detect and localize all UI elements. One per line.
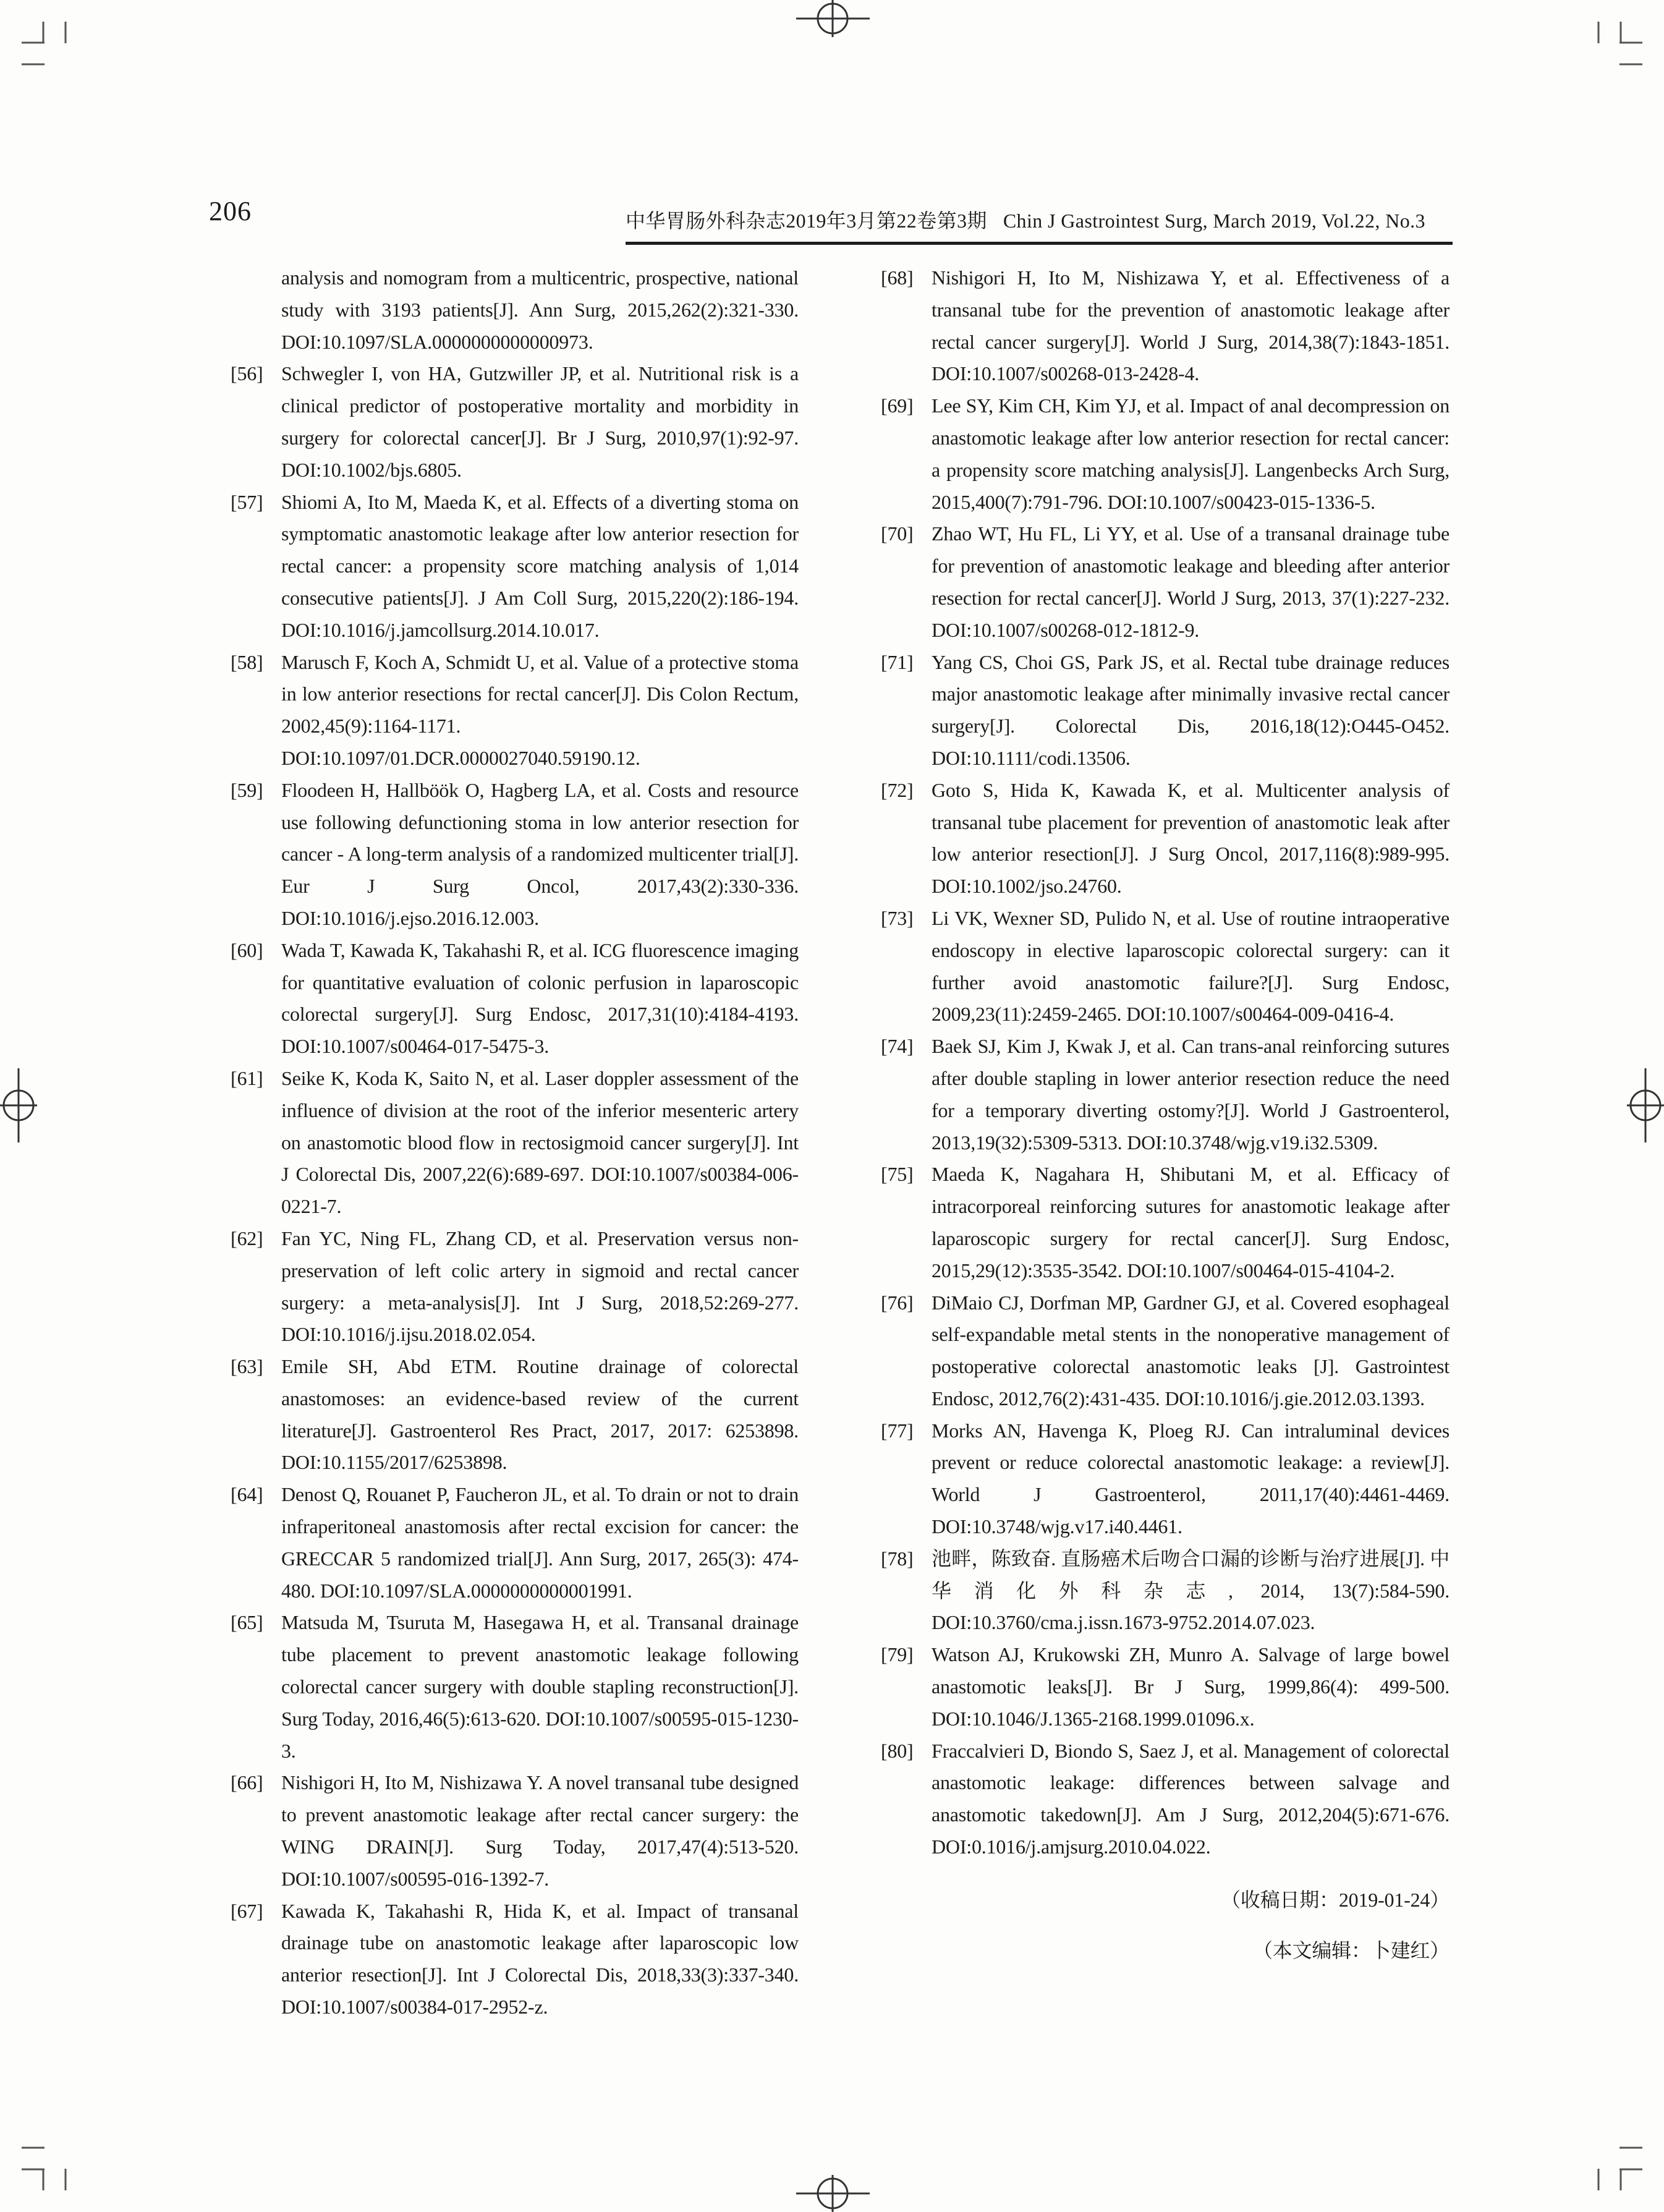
reference-item xyxy=(231,935,799,1063)
reference-item xyxy=(881,1415,1450,1543)
reference-number: [68] xyxy=(881,266,914,289)
reference-text: Denost Q, Rouanet P, Faucheron JL, et al. To drain or not to drain infraperitoneal anastomosis after rectal excision for cancer: the GRECCAR 5 randomized trial[J]. Ann Surg, 2017, 265(3): 474-480. DOI:10.1097/SLA.0000000000001991. xyxy=(281,1483,799,1602)
reference-text: Seike K, Koda K, Saito N, et al. Laser doppler assessment of the influence of division at the root of the inferior mesenteric artery on anastomotic blood flow in rectosigmoid cancer surgery[J]. Int J Colorectal Dis, 2007,22(6):689-697. DOI:10.1007/s00384-006-0221-7. xyxy=(281,1066,799,1218)
reference-number: [72] xyxy=(881,778,914,801)
reference-number: [59] xyxy=(231,778,263,801)
reference-item xyxy=(881,903,1450,1031)
reference-text: Morks AN, Havenga K, Ploeg RJ. Can intraluminal devices prevent or reduce colorectal anastomotic leakage: a review[J]. World J Gastroenterol, 2011,17(40):4461-4469. DOI:10.3748/wjg.v17.i40.4461. xyxy=(932,1419,1450,1538)
crop-mark-bottom-left xyxy=(22,2148,66,2190)
reference-item xyxy=(881,1031,1450,1159)
reference-number: [76] xyxy=(881,1291,914,1314)
reference-number: [74] xyxy=(881,1035,914,1058)
reference-number: [71] xyxy=(881,650,914,673)
reference-number: [64] xyxy=(231,1483,263,1506)
reference-number: [75] xyxy=(881,1163,914,1186)
reference-item xyxy=(881,390,1450,518)
reference-item xyxy=(231,1479,799,1607)
reference-item xyxy=(881,262,1450,390)
registration-mark-top-center xyxy=(796,0,870,37)
reference-item xyxy=(231,1063,799,1223)
crop-mark-top-right xyxy=(1598,22,1642,64)
reference-text: Maeda K, Nagahara H, Shibutani M, et al. Efficacy of intracorporeal reinforcing sutures for anastomotic leakage after laparoscopic surgery for rectal cancer[J]. Surg Endosc, 2015,29(12):3535-3542. DOI:10.1007/s00464-015-4104-2. xyxy=(932,1163,1450,1282)
reference-text: Floodeen H, Hallböök O, Hagberg LA, et al. Costs and resource use following defunctioning stoma in low anterior resection for cancer - A long-term analysis of a randomized multicenter trial[J]. Eur J Surg Oncol, 2017,43(2):330-336. DOI:10.1016/j.ejso.2016.12.003. xyxy=(281,778,799,929)
reference-number: [61] xyxy=(231,1066,263,1089)
reference-text: Nishigori H, Ito M, Nishizawa Y. A novel transanal tube designed to prevent anastomotic leakage after rectal cancer surgery: the WING DRAIN[J]. Surg Today, 2017,47(4):513-520. DOI:10.1007/s00595-016-1392-7. xyxy=(281,1771,799,1890)
reference-number: [57] xyxy=(231,490,263,513)
reference-item xyxy=(881,1735,1450,1863)
reference-number: [73] xyxy=(881,906,914,929)
reference-number: [70] xyxy=(881,522,914,545)
reference-item xyxy=(231,775,799,935)
page-number: 206 xyxy=(209,196,252,226)
reference-item xyxy=(881,1287,1450,1415)
editor-line: （本文编辑：卜建红） xyxy=(1252,1939,1450,1962)
reference-item xyxy=(231,1351,799,1479)
reference-item xyxy=(231,358,799,486)
reference-number: [58] xyxy=(231,650,263,673)
reference-item xyxy=(881,775,1450,903)
reference-text: Marusch F, Koch A, Schmidt U, et al. Value of a protective stoma in low anterior resections for rectal cancer[J]. Dis Colon Rectum, 2002,45(9):1164-1171. DOI:10.1097/01.DCR.0000027040.59190.12. xyxy=(281,650,799,769)
reference-item xyxy=(881,1639,1450,1735)
reference-number: [56] xyxy=(231,362,263,385)
reference-text: DiMaio CJ, Dorfman MP, Gardner GJ, et al. Covered esophageal self-expandable metal stents in the nonoperative management of postoperative colorectal anastomotic leaks [J]. Gastrointest Endosc, 2012,76(2):431-435. DOI:10.1016/j.gie.2012.03.1393. xyxy=(932,1291,1450,1410)
references-column-right xyxy=(881,262,1450,1976)
reference-text: Baek SJ, Kim J, Kwak J, et al. Can trans-anal reinforcing sutures after double stapling in lower anterior resection reduce the need for a temporary diverting ostomy?[J]. World J Gastroenterol, 2013,19(32):5309-5313. DOI:10.3748/wjg.v19.i32.5309. xyxy=(932,1035,1450,1154)
reference-text: Watson AJ, Krukowski ZH, Munro A. Salvage of large bowel anastomotic leaks[J]. Br J Surg, 1999,86(4): 499-500. DOI:10.1046/J.1365-2168.1999.01096.x. xyxy=(932,1643,1450,1730)
reference-text: Kawada K, Takahashi R, Hida K, et al. Impact of transanal drainage tube on anastomotic leakage after laparoscopic low anterior resection[J]. Int J Colorectal Dis, 2018,33(3):337-340. DOI:10.1007/s00384-017-2952-z. xyxy=(281,1899,799,2018)
reference-number: [66] xyxy=(231,1771,263,1794)
reference-text: Shiomi A, Ito M, Maeda K, et al. Effects of a diverting stoma on symptomatic anastomotic leakage after low anterior resection for rectal cancer: a propensity score matching analysis of 1,014 consecutive patients[J]. J Am Coll Surg, 2015,220(2):186-194. DOI:10.1016/j.jamcollsurg.2014.10.017. xyxy=(281,490,799,641)
registration-mark-left-middle xyxy=(0,1068,37,1142)
reference-text: Nishigori H, Ito M, Nishizawa Y, et al. Effectiveness of a transanal tube for the prevention of anastomotic leakage after rectal cancer surgery[J]. World J Surg, 2014,38(7):1843-1851. DOI:10.1007/s00268-013-2428-4. xyxy=(932,266,1450,385)
reference-item xyxy=(881,1543,1450,1639)
crop-mark-top-left xyxy=(22,22,66,64)
reference-number: [80] xyxy=(881,1739,914,1762)
reference-text: analysis and nomogram from a multicentric, prospective, national study with 3193 patients[J]. Ann Surg, 2015,262(2):321-330. DOI:10.1097/SLA.0000000000000973. xyxy=(281,266,799,353)
reference-item xyxy=(231,1607,799,1767)
journal-title-zh: 中华胃肠外科杂志2019年3月第22卷第3期 xyxy=(626,210,987,232)
reference-number: [67] xyxy=(231,1899,263,1922)
references-column-left xyxy=(231,262,799,2023)
reference-number: [69] xyxy=(881,394,914,417)
running-head xyxy=(626,205,1454,234)
journal-title-en: Chin J Gastrointest Surg, March 2019, Vol.22, No.3 xyxy=(1003,210,1425,232)
reference-text: Fraccalvieri D, Biondo S, Saez J, et al. Management of colorectal anastomotic leakage: differences between salvage and anastomotic takedown[J]. Am J Surg, 2012,204(5):671-676. DOI:0.1016/j.amjsurg.2010.04.022. xyxy=(932,1739,1450,1858)
reference-item xyxy=(881,647,1450,775)
reference-text: Wada T, Kawada K, Takahashi R, et al. ICG fluorescence imaging for quantitative evaluation of colonic perfusion in laparoscopic colorectal surgery[J]. Surg Endosc, 2017,31(10):4184-4193. DOI:10.1007/s00464-017-5475-3. xyxy=(281,938,799,1058)
reference-text: Yang CS, Choi GS, Park JS, et al. Rectal tube drainage reduces major anastomotic leakage after minimally invasive rectal cancer surgery[J]. Colorectal Dis, 2016,18(12):O445-O452. DOI:10.1111/codi.13506. xyxy=(932,650,1450,769)
reference-text: Goto S, Hida K, Kawada K, et al. Multicenter analysis of transanal tube placement for prevention of anastomotic leak after low anterior resection[J]. J Surg Oncol, 2017,116(8):989-995. DOI:10.1002/jso.24760. xyxy=(932,778,1450,898)
reference-text: Lee SY, Kim CH, Kim YJ, et al. Impact of anal decompression on anastomotic leakage after low anterior resection for rectal cancer: a propensity score matching analysis[J]. Langenbecks Arch Surg, 2015,400(7):791-796. DOI:10.1007/s00423-015-1336-5. xyxy=(932,394,1450,513)
reference-text: Matsuda M, Tsuruta M, Hasegawa H, et al. Transanal drainage tube placement to prevent anastomotic leakage following colorectal cancer surgery with double stapling reconstruction[J]. Surg Today, 2016,46(5):613-620. DOI:10.1007/s00595-015-1230-3. xyxy=(281,1611,799,1762)
reference-item xyxy=(881,518,1450,646)
reference-item xyxy=(881,1159,1450,1287)
registration-mark-bottom-center xyxy=(796,2175,870,2212)
reference-item xyxy=(231,487,799,647)
reference-text: Emile SH, Abd ETM. Routine drainage of colorectal anastomoses: an evidence-based review of the current literature[J]. Gastroenterol Res Pract, 2017, 2017: 6253898. DOI:10.1155/2017/6253898. xyxy=(281,1355,799,1474)
reference-number: [77] xyxy=(881,1419,914,1442)
reference-text: Zhao WT, Hu FL, Li YY, et al. Use of a transanal drainage tube for prevention of anastomotic leakage and bleeding after anterior resection for rectal cancer[J]. World J Surg, 2013, 37(1):227-232. DOI:10.1007/s00268-012-1812-9. xyxy=(932,522,1450,641)
reference-item xyxy=(231,1767,799,1895)
reference-number: [65] xyxy=(231,1611,263,1634)
reference-number xyxy=(231,262,281,358)
reference-text: Fan YC, Ning FL, Zhang CD, et al. Preservation versus non-preservation of left colic artery in sigmoid and rectal cancer surgery: a meta-analysis[J]. Int J Surg, 2018,52:269-277. DOI:10.1016/j.ijsu.2018.02.054. xyxy=(281,1227,799,1346)
header-rule xyxy=(626,242,1453,245)
reference-number: [78] xyxy=(881,1547,914,1570)
received-date-line: （收稿日期：2019-01-24） xyxy=(1221,1888,1450,1911)
reference-number: [62] xyxy=(231,1227,263,1249)
reference-item xyxy=(231,647,799,775)
registration-mark-right-middle xyxy=(1627,1068,1664,1142)
reference-number: [63] xyxy=(231,1355,263,1378)
reference-item xyxy=(231,1895,799,2023)
reference-number: [60] xyxy=(231,938,263,961)
article-endnotes xyxy=(881,1874,1450,1976)
reference-item xyxy=(231,262,799,358)
reference-number: [79] xyxy=(881,1643,914,1666)
reference-text: Schwegler I, von HA, Gutzwiller JP, et al. Nutritional risk is a clinical predictor of postoperative mortality and morbidity in surgery for colorectal cancer[J]. Br J Surg, 2010,97(1):92-97. DOI:10.1002/bjs.6805. xyxy=(281,362,799,481)
crop-mark-bottom-right xyxy=(1598,2148,1642,2190)
reference-item xyxy=(231,1223,799,1351)
reference-text: 池畔，陈致奋. 直肠癌术后吻合口漏的诊断与治疗进展[J]. 中华消化外科杂志, 2014, 13(7):584-590. DOI:10.3760/cma.j.issn.1673-9752.2014.07.023. xyxy=(932,1547,1450,1634)
reference-text: Li VK, Wexner SD, Pulido N, et al. Use of routine intraoperative endoscopy in elective laparoscopic colorectal surgery: can it further avoid anastomotic failure?[J]. Surg Endosc, 2009,23(11):2459-2465. DOI:10.1007/s00464-009-0416-4. xyxy=(932,906,1450,1026)
